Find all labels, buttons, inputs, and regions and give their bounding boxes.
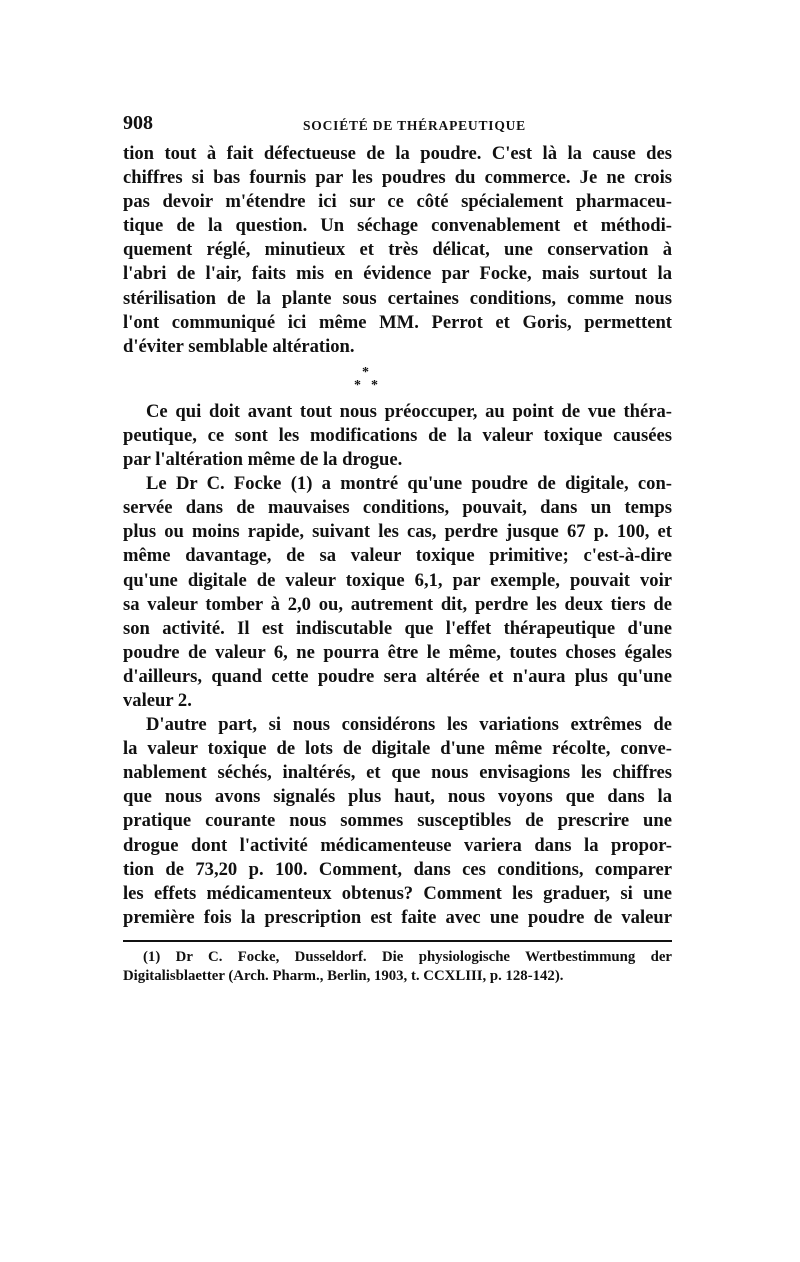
text-line: première fois la prescription est faite avec une poudre de valeur <box>123 906 672 928</box>
text-line: la valeur toxique de lots de digitale d'une même récolte, conve- <box>123 738 672 760</box>
text-line: tion de 73,20 p. 100. Comment, dans ces conditions, comparer <box>123 858 672 880</box>
text-line: peutique, ce sont les modifications de la valeur toxique causées <box>123 424 672 446</box>
paragraph-3 <box>123 472 672 713</box>
asterisk: * <box>371 377 378 393</box>
text-line: son activité. Il est indiscutable que l'effet thérapeutique d'une <box>123 617 672 639</box>
text-line: pratique courante nous sommes susceptibles de prescrire une <box>123 810 672 832</box>
text-line: drogue dont l'activité médicamenteuse variera dans la propor- <box>123 834 672 856</box>
text-line: d'éviter semblable altération. <box>123 335 355 357</box>
text-line: tion tout à fait défectueuse de la poudre. C'est là la cause des <box>123 143 672 164</box>
text-line: les effets médicamenteux obtenus? Comment les graduer, si une <box>123 882 672 904</box>
paragraph-2 <box>123 400 672 472</box>
footnote-rule <box>123 940 672 942</box>
text-line: qu'une digitale de valeur toxique 6,1, par exemple, pouvait voir <box>123 569 672 591</box>
paragraph-4 <box>123 713 672 930</box>
page-number: 908 <box>123 112 153 134</box>
asterisk: * <box>354 377 361 393</box>
book-page <box>123 112 672 986</box>
text-line: chiffres si bas fournis par les poudres du commerce. Je ne crois <box>123 167 672 189</box>
text-line: servée dans de mauvaises conditions, pouvait, dans un temps <box>123 497 672 519</box>
text-line: que nous avons signalés plus haut, nous voyons que dans la <box>123 786 672 808</box>
section-separator-asterism <box>123 361 672 400</box>
text-line: stérilisation de la plante sous certaines conditions, comme nous <box>123 287 672 309</box>
text-line: pas devoir m'étendre ici sur ce côté spécialement pharmaceu- <box>123 191 672 213</box>
text-line: D'autre part, si nous considérons les variations extrêmes de <box>146 714 672 736</box>
text-line: l'abri de l'air, faits mis en évidence par Focke, mais surtout la <box>123 263 672 285</box>
footnote-line: Digitalisblaetter (Arch. Pharm., Berlin, 1903, t. CCXLIII, p. 128-142). <box>123 967 564 984</box>
footnote-line: (1) Dr C. Focke, Dusseldorf. Die physiologische Wertbestimmung der <box>143 948 672 965</box>
text-line: l'ont communiqué ici même MM. Perrot et Goris, permettent <box>123 311 672 333</box>
paragraph-1 <box>123 142 672 359</box>
footnote <box>123 948 672 986</box>
text-line: Ce qui doit avant tout nous préoccuper, au point de vue théra- <box>146 400 672 422</box>
text-line: sa valeur tomber à 2,0 ou, autrement dit, perdre les deux tiers de <box>123 593 672 615</box>
text-line: poudre de valeur 6, ne pourra être le même, toutes choses égales <box>123 641 672 663</box>
asterisk: * <box>362 364 369 380</box>
text-line: d'ailleurs, quand cette poudre sera altérée et n'aura plus qu'une <box>123 665 672 687</box>
text-line: valeur 2. <box>123 689 192 711</box>
running-title: SOCIÉTÉ DE THÉRAPEUTIQUE <box>302 118 526 133</box>
text-line: tique de la question. Un séchage convenablement et méthodi- <box>123 215 672 237</box>
text-line: quement réglé, minutieux et très délicat, une conservation à <box>123 239 672 261</box>
text-line: Le Dr C. Focke (1) a montré qu'une poudre de digitale, con- <box>146 473 672 495</box>
text-line: plus ou moins rapide, suivant les cas, perdre jusque 67 p. 100, et <box>123 521 672 543</box>
text-line: par l'altération même de la drogue. <box>123 449 403 471</box>
text-line: nablement séchés, inaltérés, et que nous envisagions les chiffres <box>123 762 672 784</box>
page-header <box>123 112 672 142</box>
text-line: même davantage, de sa valeur toxique primitive; c'est-à-dire <box>123 545 672 567</box>
